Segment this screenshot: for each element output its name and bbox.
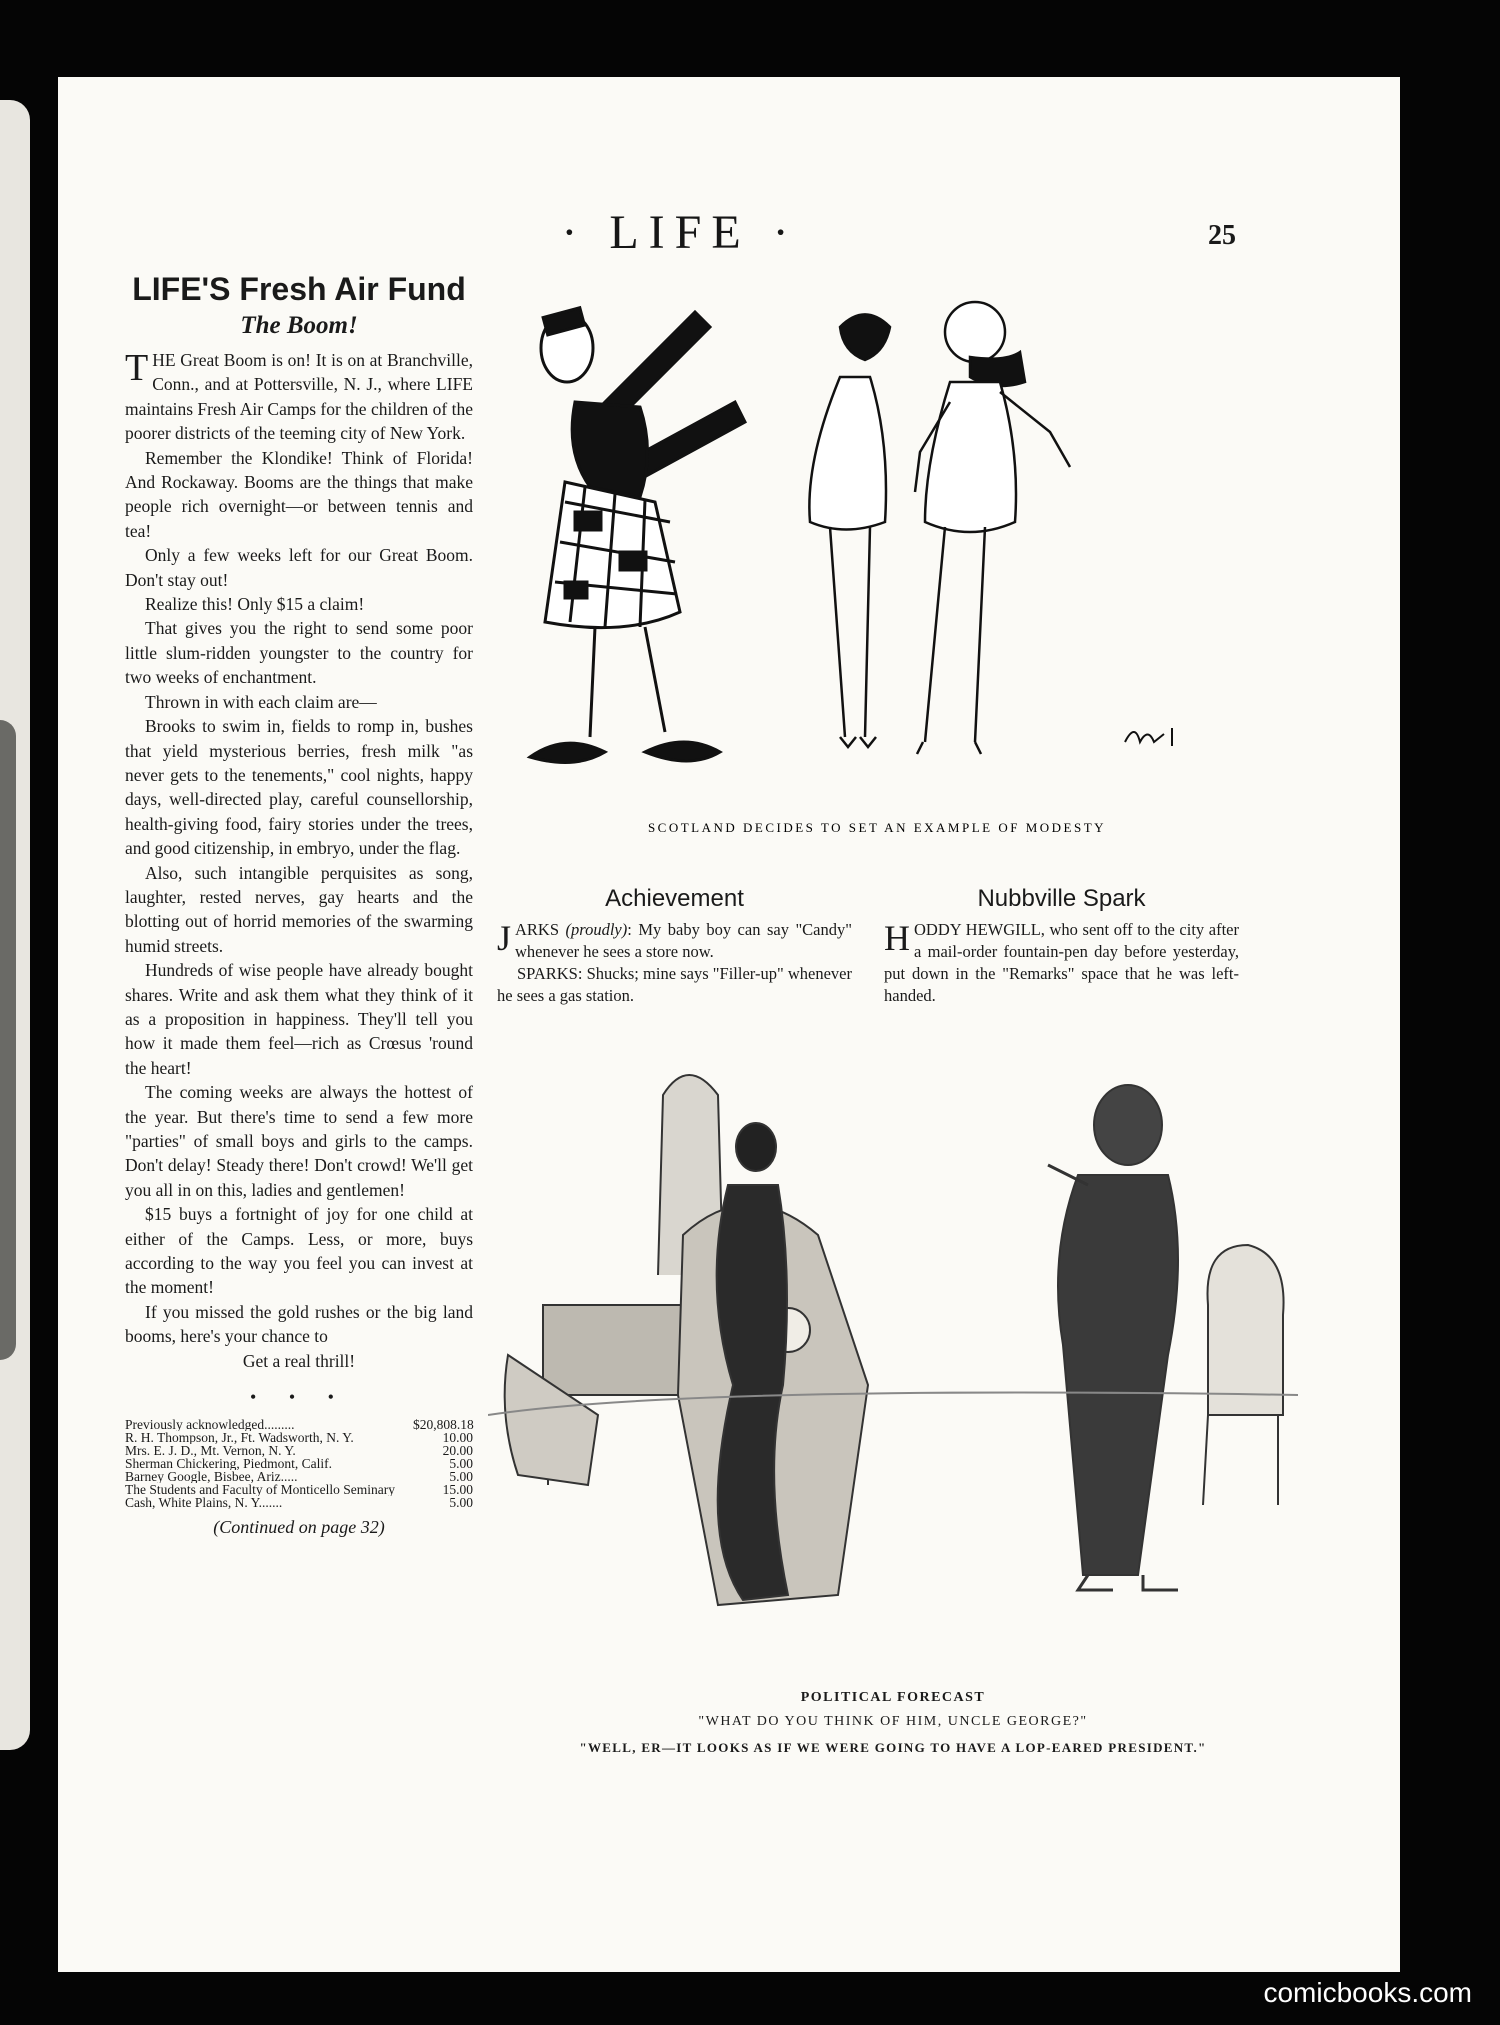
donation-row: R. H. Thompson, Jr., Ft. Wadsworth, N. Y. 10.00 <box>125 1430 473 1446</box>
fresh-air-fund-column <box>125 270 473 1538</box>
achievement-article <box>497 885 852 1007</box>
fund-paragraph: $15 buys a fortnight of joy for one child at either of the Camps. Less, or more, buys according to the way you feel you can invest at the moment! <box>125 1204 473 1298</box>
man-figure <box>1058 1175 1178 1575</box>
political-forecast-line-2: "WELL, ER—IT LOOKS AS IF WE WERE GOING TO HAVE A LOP-EARED PRESIDENT." <box>579 1740 1207 1755</box>
woman-head <box>736 1123 776 1171</box>
fund-body <box>125 348 473 1373</box>
magazine-title: · LIFE · <box>561 206 799 259</box>
nubbville-article <box>884 885 1239 1007</box>
achievement-title: Achievement <box>605 885 744 912</box>
page-number: 25 <box>1208 220 1236 251</box>
fund-paragraph: Remember the Klondike! Think of Florida! And Rockaway. Booms are the things that make people rich overnight—or between tennis and tea! <box>125 447 473 541</box>
fund-closing-line: Get a real thrill! <box>242 1350 356 1371</box>
flapper-figure-right <box>915 302 1070 754</box>
fund-title: LIFE'S Fresh Air Fund <box>132 271 466 307</box>
achievement-line-1: JARKS (proudly): My baby boy can say "Candy" whenever he sees a store now. <box>497 918 852 961</box>
fund-subtitle: The Boom! <box>240 312 358 339</box>
donation-list <box>125 1418 473 1509</box>
fund-paragraph: Realize this! Only $15 a claim! <box>145 594 365 615</box>
donation-row: Previously acknowledged......... $20,808.18 <box>125 1417 474 1433</box>
political-forecast-illustration <box>488 1055 1298 1685</box>
continued-note: (Continued on page 32) <box>213 1517 385 1538</box>
fund-paragraph: THE Great Boom is on! It is on at Branchville, Conn., and at Pottersville, N. J., where LIFE maintains Fresh Air Camps for the children of the poorer districts of the teeming city of New York. <box>125 347 473 444</box>
site-watermark: comicbooks.com <box>1263 1977 1472 2008</box>
fund-paragraph: Brooks to swim in, fields to romp in, bushes that yield mysterious berries, fresh milk "as never gets to the tenements," cool nights, happy days, well-directed play, careful counsellorship, health-giving food, fairy stories under the trees, and good citizenship, in embryo, under the flag. <box>125 716 473 859</box>
flapper-figure-left <box>809 315 890 748</box>
fund-paragraph: Only a few weeks left for our Great Boom. Don't stay out! <box>125 545 473 590</box>
donation-row: Barney Google, Bisbee, Ariz..... 5.00 <box>125 1469 473 1485</box>
section-divider: • • • <box>250 1387 348 1408</box>
previous-page-illustration <box>0 720 16 1360</box>
nubbville-title: Nubbville Spark <box>977 885 1146 912</box>
fund-paragraph: Thrown in with each claim are— <box>145 691 377 712</box>
fund-paragraph: Also, such intangible perquisites as song, laughter, rested nerves, gay hearts and the blotting out of horrid memories of the swarming humid streets. <box>125 862 473 956</box>
dropcap: T <box>125 347 149 389</box>
scotland-caption: SCOTLAND DECIDES TO SET AN EXAMPLE OF MODESTY <box>647 820 1107 835</box>
political-forecast-title: POLITICAL FORECAST <box>800 1690 986 1705</box>
nubbville-text: HODDY HEWGILL, who sent off to the city after a mail-order fountain-pen day before yesterday, put down in the "Remarks" space that he was left-handed. <box>884 918 1239 1005</box>
achievement-line-2: SPARKS: Shucks; mine says "Filler-up" whenever he sees a gas station. <box>497 964 852 1005</box>
scotland-cartoon-illustration <box>505 282 1250 838</box>
fund-paragraph: Hundreds of wise people have already bought shares. Write and ask them what they think of it as a proposition in happiness. They'll tell you how it made them feel—rich as Crœsus 'round the heart! <box>125 960 473 1078</box>
donation-row: Sherman Chickering, Piedmont, Calif. 5.00 <box>125 1456 473 1472</box>
man-head <box>1094 1085 1162 1165</box>
bagpiper-figure <box>530 308 745 763</box>
artist-signature <box>1125 728 1172 746</box>
donation-row: Cash, White Plains, N. Y....... 5.00 <box>125 1495 473 1511</box>
donation-row: Mrs. E. J. D., Mt. Vernon, N. Y. 20.00 <box>125 1443 473 1459</box>
political-forecast-line-1: "WHAT DO YOU THINK OF HIM, UNCLE GEORGE?" <box>698 1714 1088 1729</box>
right-chair <box>1208 1245 1284 1415</box>
fund-paragraph: That gives you the right to send some poor little slum-ridden youngster to the country for two weeks of enchantment. <box>125 618 473 688</box>
donation-row: The Students and Faculty of Monticello Seminary 15.00 <box>125 1482 473 1498</box>
fund-paragraph: The coming weeks are always the hottest of the year. But there's time to send a few more "parties" of small boys and girls to the camps. Don't delay! Steady there! Don't crowd! We'll get you all in on this, ladies and gentlemen! <box>125 1082 473 1200</box>
fund-paragraph: If you missed the gold rushes or the big land booms, here's your chance to <box>125 1301 473 1347</box>
